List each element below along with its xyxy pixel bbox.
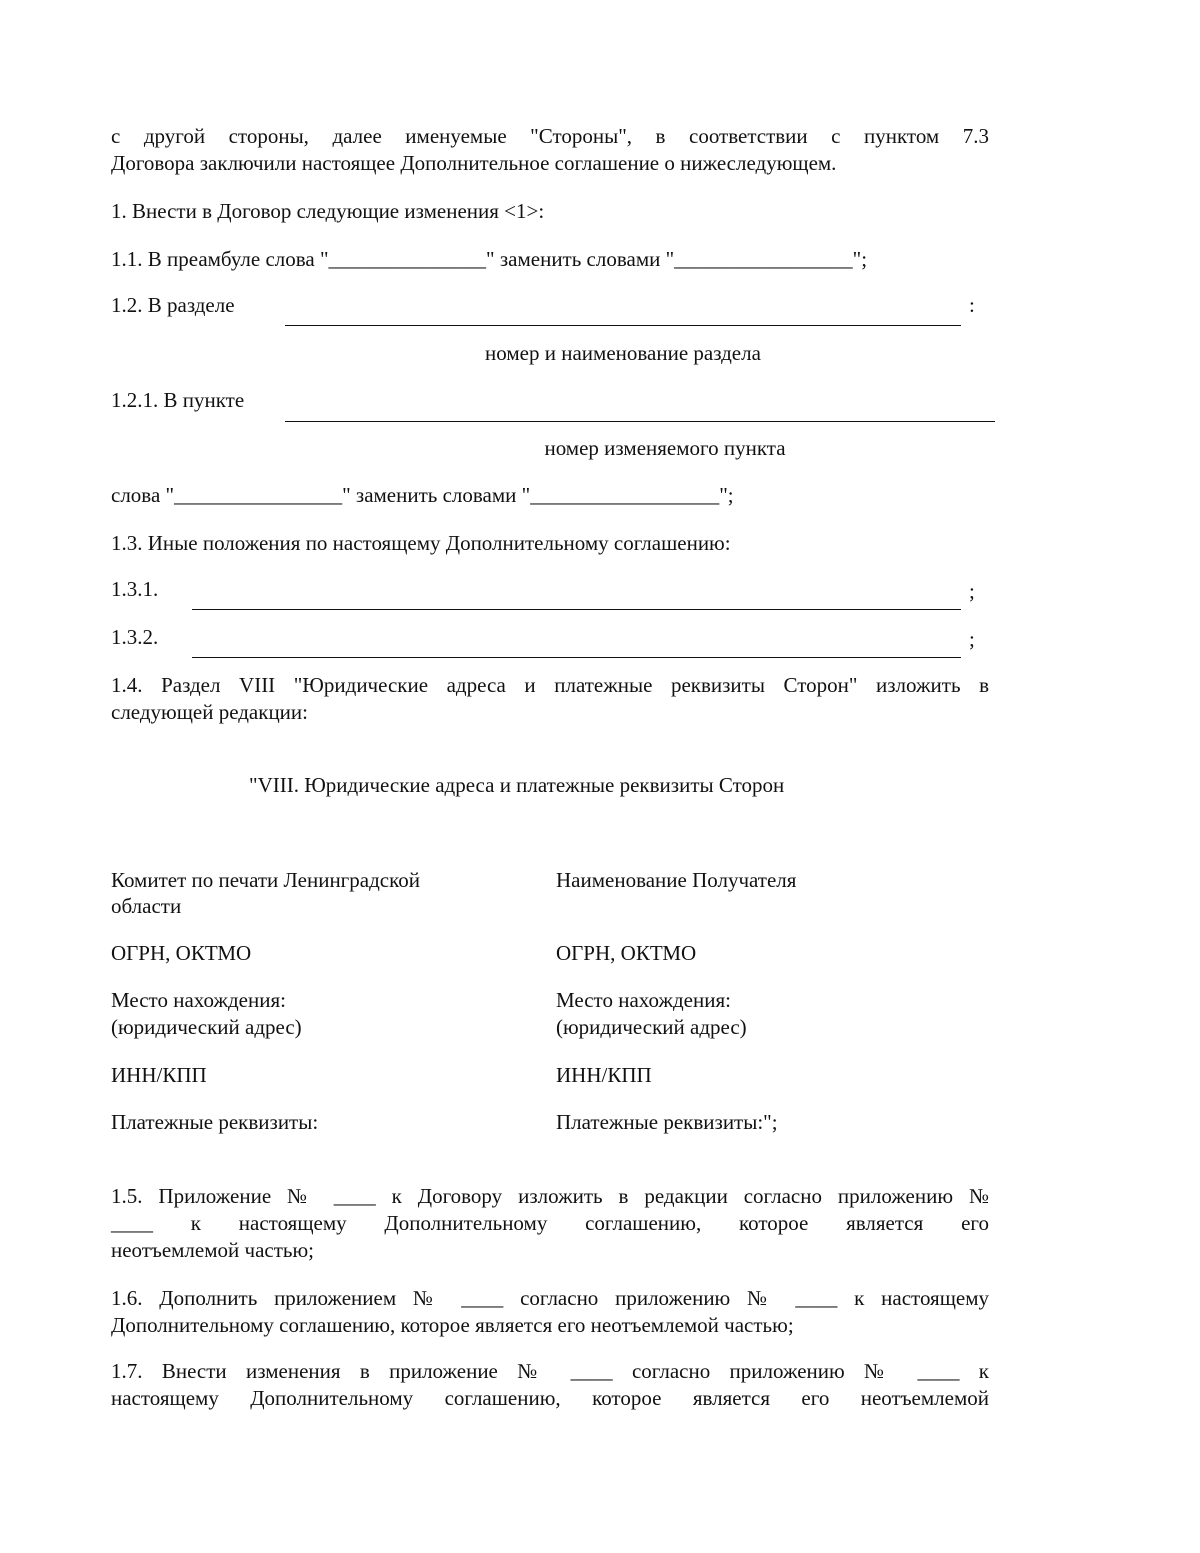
clause-1-7-line-1: 1.7. Внести изменения в приложение № ____ согласно приложению № ____ к	[111, 1359, 989, 1383]
clause-1: 1. Внести в Договор следующие изменения <1>:	[111, 199, 545, 223]
section-fill-line	[285, 325, 961, 326]
party-right-ogrn: ОГРН, ОКТМО	[556, 941, 697, 965]
party-right-address-2: (юридический адрес)	[556, 1015, 747, 1039]
clause-1-6-line-2: Дополнительному соглашению, которое является его неотъемлемой частью;	[111, 1313, 794, 1337]
party-left-name-2: области	[111, 894, 182, 918]
clause-1-7-line-2: настоящему Дополнительному соглашению, которое является его неотъемлемой	[111, 1386, 989, 1410]
party-right-payment: Платежные реквизиты:";	[556, 1110, 778, 1134]
party-right-name: Наименование Получателя	[556, 868, 797, 892]
section-viii-title: "VIII. Юридические адреса и платежные реквизиты Сторон	[249, 773, 785, 797]
party-left-ogrn: ОГРН, ОКТМО	[111, 941, 252, 965]
section-fill-caption: номер и наименование раздела	[485, 341, 761, 365]
intro-line-1: с другой стороны, далее именуемые "Стороны", в соответствии с пунктом 7.3	[111, 124, 989, 148]
clause-1-3-1-fill-line	[192, 609, 961, 610]
intro-line-2: Договора заключили настоящее Дополнительное соглашение о нижеследующем.	[111, 151, 837, 175]
document-page	[111, 0, 989, 1553]
clause-1-2-label: 1.2. В разделе	[111, 293, 235, 317]
clause-1-3-2-fill-line	[192, 657, 961, 658]
clause-1-2-colon: :	[969, 293, 975, 317]
clause-1-4-line-1: 1.4. Раздел VIII "Юридические адреса и платежные реквизиты Сторон" изложить в	[111, 673, 989, 697]
party-left-payment: Платежные реквизиты:	[111, 1110, 319, 1134]
clause-1-3: 1.3. Иные положения по настоящему Дополнительному соглашению:	[111, 531, 731, 555]
clause-1-4-line-2: следующей редакции:	[111, 700, 308, 724]
replace-words-line: слова "________________" заменить словами "__________________";	[111, 483, 734, 507]
item-fill-line	[285, 421, 995, 422]
clause-1-2-1-label: 1.2.1. В пункте	[111, 388, 245, 412]
clause-1-5-line-1: 1.5. Приложение № ____ к Договору изложить в редакции согласно приложению №	[111, 1184, 989, 1208]
party-left-address-2: (юридический адрес)	[111, 1015, 302, 1039]
item-fill-caption: номер изменяемого пункта	[544, 436, 786, 460]
party-right-inn: ИНН/КПП	[556, 1063, 652, 1087]
party-right-address-1: Место нахождения:	[556, 988, 731, 1012]
clause-1-1: 1.1. В преамбуле слова "_______________" заменить словами "_________________";	[111, 247, 868, 271]
clause-1-3-2-label: 1.3.2.	[111, 625, 159, 649]
party-left-inn: ИНН/КПП	[111, 1063, 207, 1087]
clause-1-5-line-3: неотъемлемой частью;	[111, 1238, 314, 1262]
party-left-name-1: Комитет по печати Ленинградской	[111, 868, 420, 892]
clause-1-3-2-semicolon: ;	[969, 627, 975, 651]
clause-1-5-line-2: ____ к настоящему Дополнительному соглашению, которое является его	[111, 1211, 989, 1235]
party-left-address-1: Место нахождения:	[111, 988, 286, 1012]
clause-1-3-1-label: 1.3.1.	[111, 577, 159, 601]
clause-1-6-line-1: 1.6. Дополнить приложением № ____ согласно приложению № ____ к настоящему	[111, 1286, 989, 1310]
clause-1-3-1-semicolon: ;	[969, 579, 975, 603]
